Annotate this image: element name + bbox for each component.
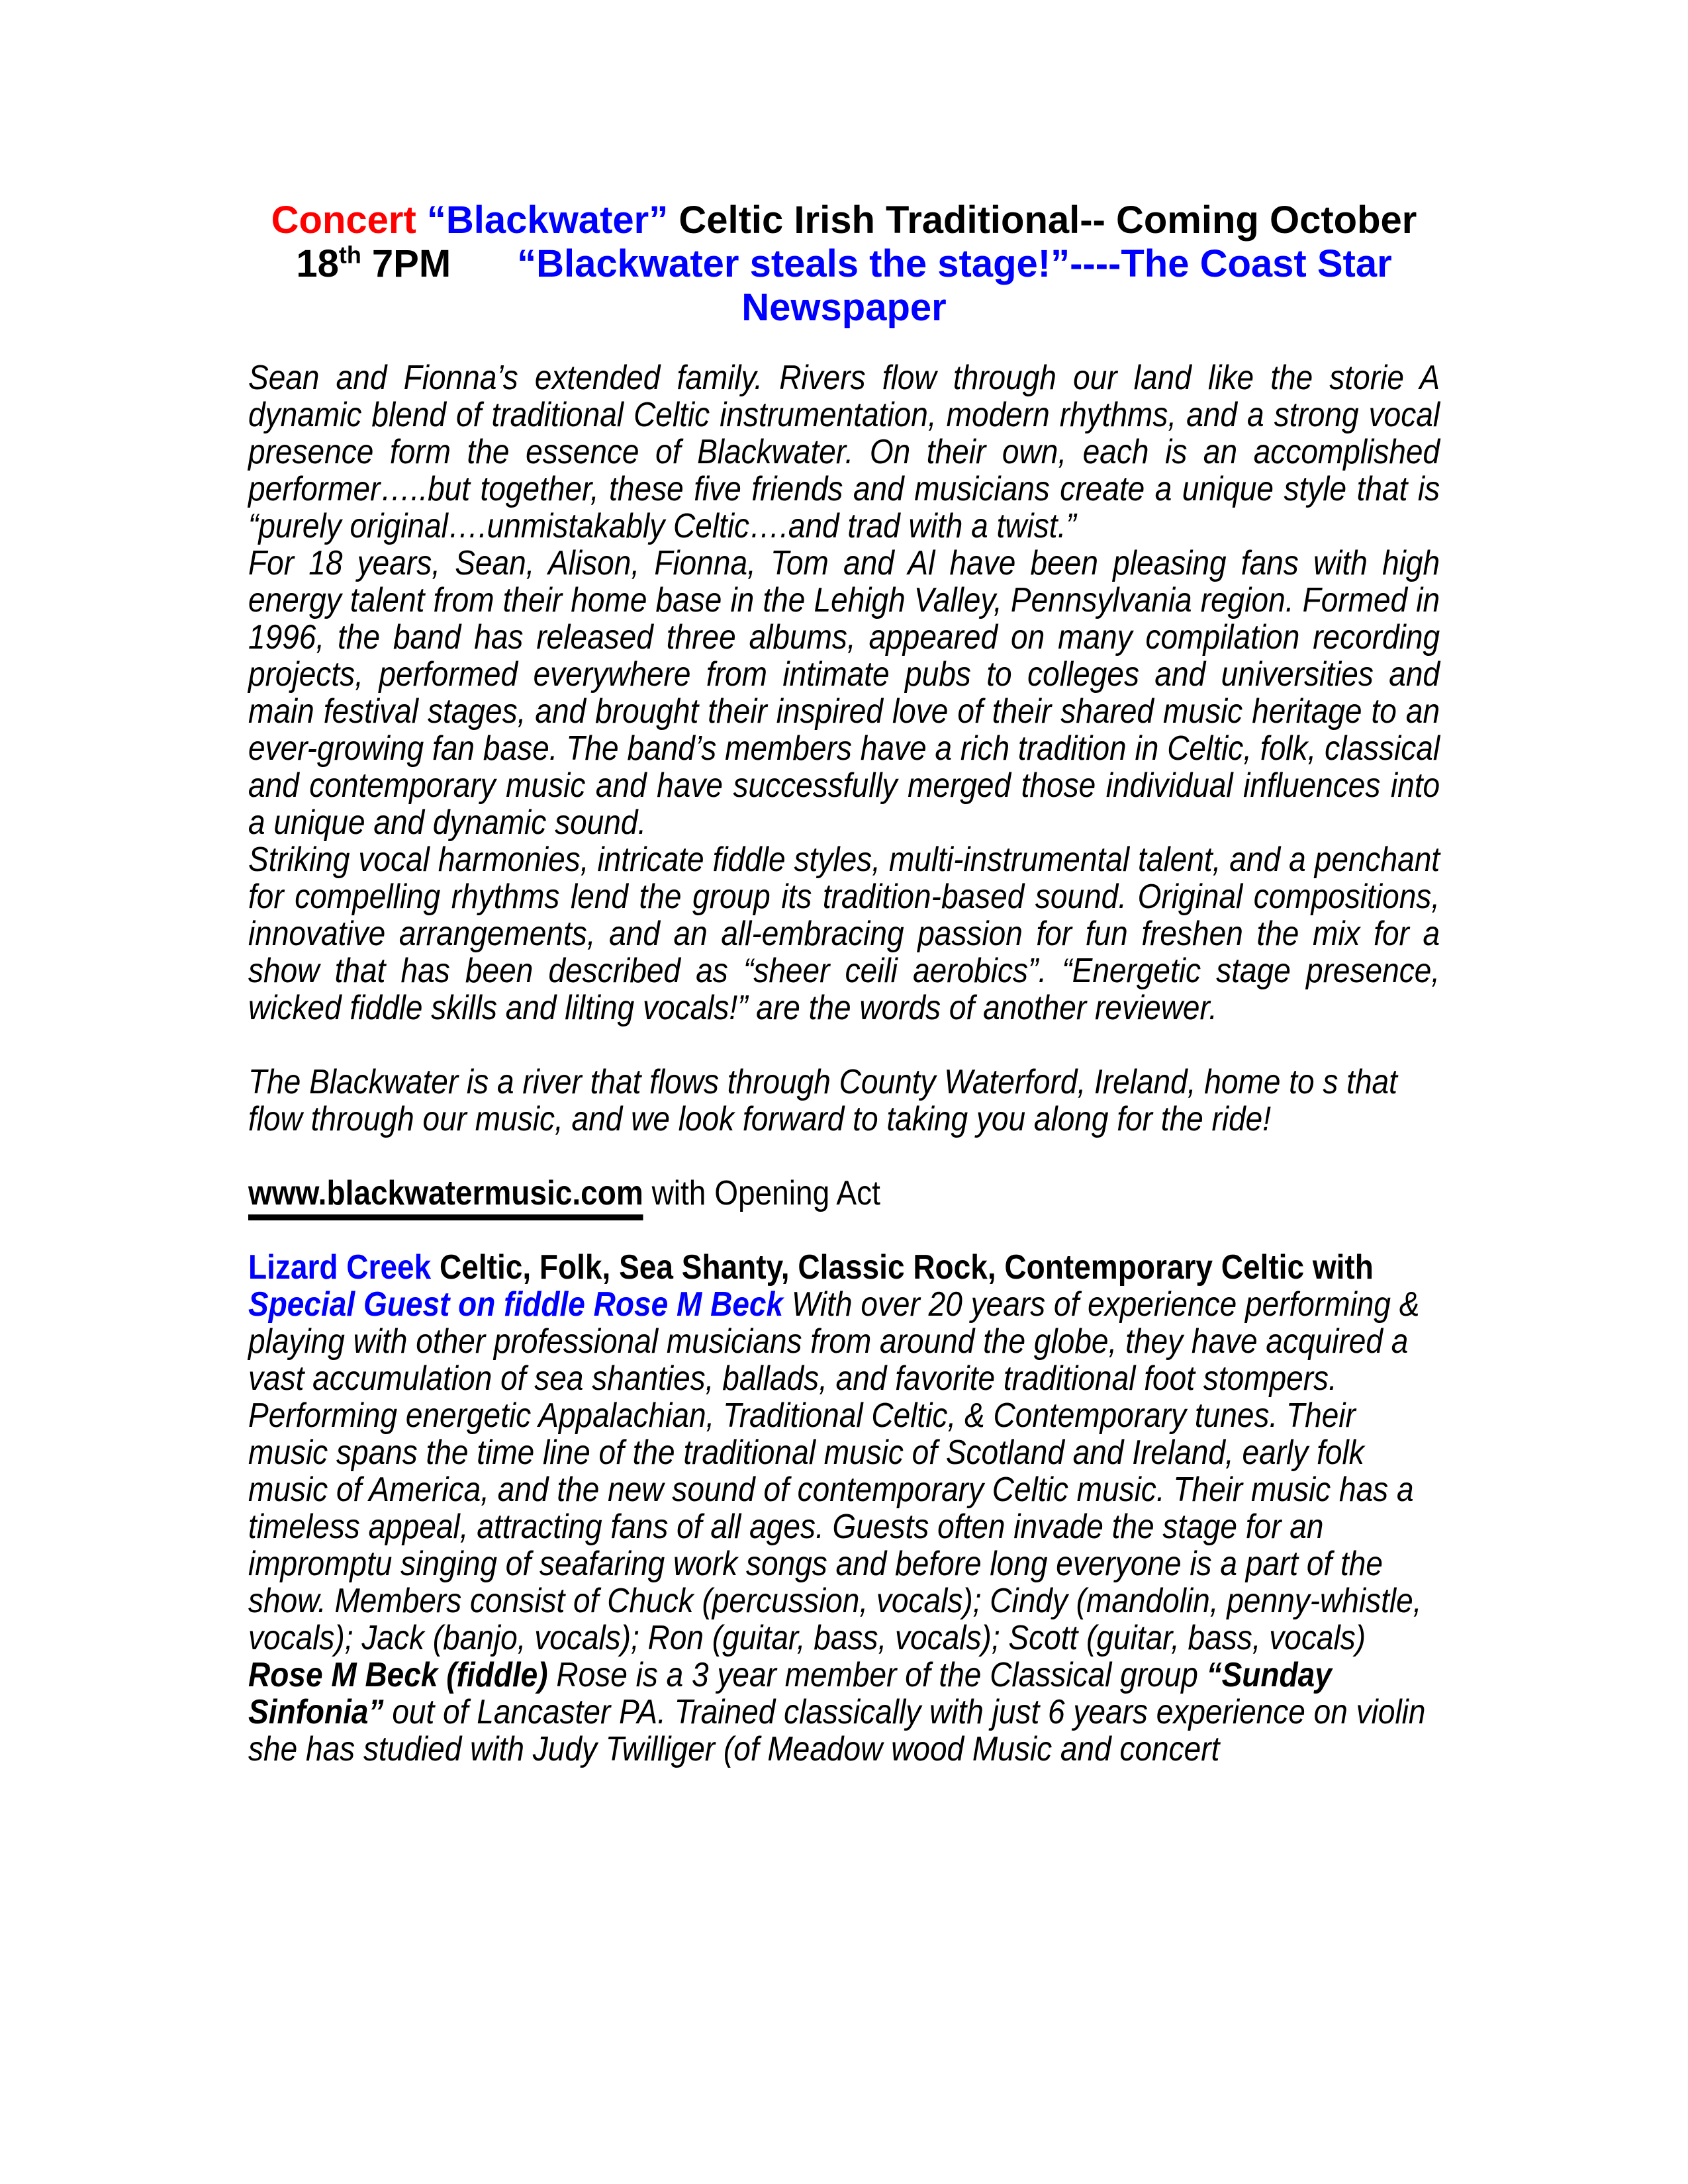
opening-act-note: with Opening Act — [643, 1174, 880, 1212]
band-website-link[interactable]: www.blackwatermusic.com — [248, 1174, 643, 1220]
title-line-1 — [248, 199, 1440, 242]
title-press-quote: “Blackwater steals the stage!”----The Coast Star — [517, 242, 1392, 285]
blank-line — [248, 1138, 1440, 1175]
opening-act-band-name: Lizard Creek — [248, 1248, 432, 1287]
opening-act-description-1: With over 20 years of experience performing & playing with other professional musicians from around the globe, they have acquired a vast accumulation of sea shanties, ballads, and favorite traditional foot stompers. Performing energetic Appalachian, Traditional Celtic, & Contemporary tunes. Their music spans the time line of the traditional music of Scotland and Ireland, early folk music of America, and the new sound of contemporary Celtic music. Their music has a timeless appeal, attracting fans of all ages. Guests often invade the stage for an impromptu singing of seafaring work songs and before long everyone is a part of the show. Members consist of Chuck (percussion, vocals); Cindy (mandolin, penny-whistle, vocals); Jack (banjo, vocals); Ron (guitar, bass, vocals); Scott (guitar, bass, vocals) — [248, 1285, 1430, 1657]
paragraph-river-note: The Blackwater is a river that flows through County Waterford, Ireland, home to s that flow through our music, and we look forward to taking you along for the ride! — [248, 1063, 1397, 1138]
title-band-name: “Blackwater” — [426, 199, 669, 242]
guest-name-bold: Rose M Beck (fiddle) — [248, 1656, 548, 1694]
paragraph-band-style: Striking vocal harmonies, intricate fiddle styles, multi-instrumental talent, and a penchant for compelling rhythms lend the group its tradition-based sound. Original compositions, innovative arrangements, and an all-embracing passion for fun freshen the mix for a show that has been described as “sheer ceili aerobics”. “Energetic stage presence, wicked fiddle skills and lilting vocals!” are the words of another reviewer. — [248, 841, 1440, 1027]
document-title — [248, 199, 1440, 330]
opening-act-description-3: out of Lancaster PA. Trained classically with just 6 years experience on violin she has studied with Judy Twilliger (of Meadow wood Music and concert — [248, 1693, 1434, 1768]
title-line1-rest: Celtic Irish Traditional-- Coming October — [668, 199, 1417, 242]
title-time: 7PM — [361, 242, 451, 285]
title-word-concert: Concert — [271, 199, 427, 242]
title-line-3 — [248, 286, 1440, 330]
opening-act-genres: Celtic, Folk, Sea Shanty, Classic Rock, Contemporary Celtic with — [431, 1248, 1382, 1287]
paragraph-opening-act — [248, 1249, 1440, 1768]
document-body — [248, 359, 1440, 1768]
special-guest-highlight: Special Guest on fiddle Rose M Beck — [248, 1285, 784, 1324]
title-date-number: 18 — [296, 242, 339, 285]
opening-act-description-2: Rose is a 3 year member of the Classical group — [547, 1656, 1207, 1694]
classical-group-name: “Sunday Sinfonia” — [248, 1656, 1340, 1731]
paragraph-band-intro: Sean and Fionna’s extended family. Rivers flow through our land like the storie A dynamic blend of traditional Celtic instrumentation, modern rhythms, and a strong vocal presence form the essence of Blackwater. On their own, each is an accomplished performer…..but together, these five friends and musicians create a unique style that is “purely original….unmistakably Celtic….and trad with a twist.” — [248, 359, 1440, 545]
title-press-quote-source: Newspaper — [741, 286, 947, 329]
website-line — [248, 1175, 1440, 1212]
title-date-ordinal: th — [338, 241, 361, 269]
title-line-2 — [248, 242, 1440, 286]
paragraph-band-history: For 18 years, Sean, Alison, Fionna, Tom and Al have been pleasing fans with high energy talent from their home base in the Lehigh Valley, Pennsylvania region. Formed in 1996, the band has released three albums, appeared on many compilation recording projects, performed everywhere from intimate pubs to colleges and universities and main festival stages, and brought their inspired love of their shared music heritage to an ever-growing fan base. The band’s members have a rich tradition in Celtic, folk, classical and contemporary music and have successfully merged those individual influences into a unique and dynamic sound. — [248, 544, 1440, 842]
blank-line — [248, 1026, 1440, 1064]
